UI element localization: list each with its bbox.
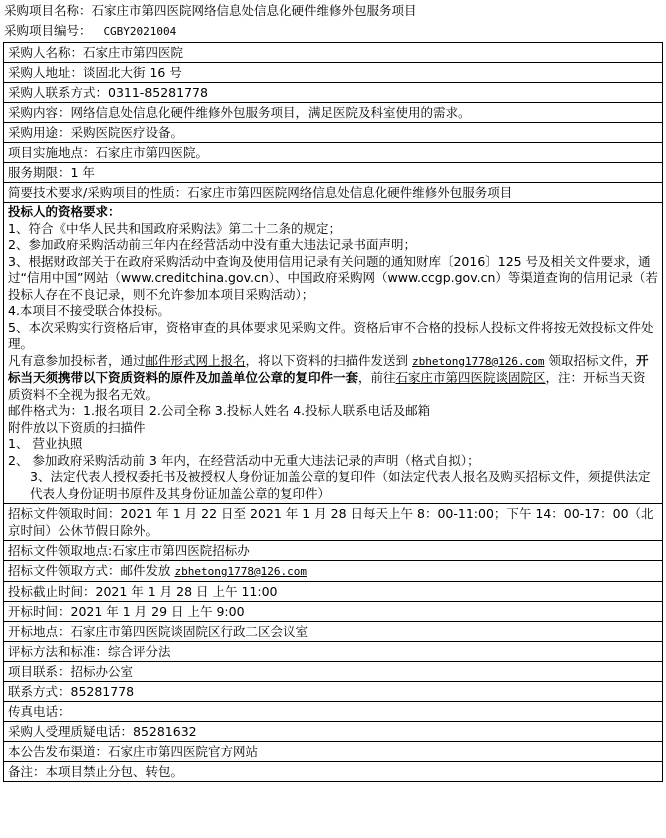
registration-bold-note: 开标当天须携带以下资质资料的原件及加盖单位公章的复印件一套 <box>8 352 649 385</box>
registration-text: ，注：开标当天资质资料不全视为报名无效。 <box>8 370 646 402</box>
technical-requirements: 简要技术要求/采购项目的性质：石家庄市第四医院网络信息处信息化硬件维修外包服务项目 <box>4 183 663 203</box>
project-contact: 项目联系：招标办公室 <box>4 662 663 682</box>
mail-format: 邮件格式为：1.报名项目 2.公司全称 3.投标人姓名 4.投标人联系电话及邮箱 <box>8 403 431 418</box>
registration-email-link[interactable]: zbhetong1778@126.com <box>412 354 545 368</box>
registration-text: ，前往 <box>358 370 396 385</box>
qualification-section <box>4 203 663 504</box>
project-number-value: CGBY2021004 <box>103 25 177 38</box>
attachment-item: 3、法定代表人授权委托书及被授权人身份证加盖公章的复印件（如法定代表人报名及购买招标文件，须提供法定代表人身份证明书原件及其身份证加盖公章的复印件） <box>30 469 651 501</box>
qualification-item: 2、参加政府采购活动前三年内在经营活动中没有重大违法记录书面声明； <box>8 237 416 252</box>
implementation-location: 项目实施地点：石家庄市第四医院。 <box>4 143 663 163</box>
remarks: 备注：本项目禁止分包、转包。 <box>4 762 663 782</box>
bid-opening-location: 开标地点：石家庄市第四医院谈固院区行政二区会议室 <box>4 622 663 642</box>
purchaser-contact: 采购人联系方式：0311-85281778 <box>4 83 663 103</box>
registration-location: 石家庄市第四医院谈固院区 <box>395 370 546 385</box>
project-name-line: 采购项目名称：石家庄市第四医院网络信息处信息化硬件维修外包服务项目 <box>4 3 417 18</box>
fetch-method-label: 招标文件领取方式：邮件发放 <box>8 563 175 578</box>
document-fetch-method <box>4 561 663 582</box>
registration-instructions <box>8 353 658 404</box>
qualification-title: 投标人的资格要求： <box>8 204 121 219</box>
evaluation-method: 评标方法和标准：综合评分法 <box>4 642 663 662</box>
inquiry-phone: 采购人受理质疑电话：85281632 <box>4 722 663 742</box>
attachment-item: 1、 营业执照 <box>8 436 83 451</box>
purchaser-address: 采购人地址：谈固北大街 16 号 <box>4 63 663 83</box>
fetch-method-email-link[interactable]: zbhetong1778@126.com <box>174 565 307 578</box>
qualification-item: 3、根据财政部关于在政府采购活动中查询及使用信用记录有关问题的通知财库〔2016〕125 号及相关文件要求，通过“信用中国”网站（www.creditchina.gov.cn）、中国政府采购网（www.ccgp.gov.cn）等渠道查询的信用记录（若投标人存在不良记录，则不允许参加本项目采购活动）； <box>8 253 658 302</box>
document-fetch-location: 招标文件领取地点:石家庄市第四医院招标办 <box>4 541 663 561</box>
attachments-title: 附件放以下资质的扫描件 <box>8 419 146 435</box>
registration-text: 凡有意参加投标者，通过 <box>8 352 146 368</box>
procurement-content: 采购内容：网络信息处信息化硬件维修外包服务项目，满足医院及科室使用的需求。 <box>4 103 663 123</box>
fax-phone: 传真电话： <box>4 702 663 722</box>
attachment-item: 2、 参加政府采购活动前 3 年内，在经营活动中无重大违法记录的声明（格式自拟）； <box>8 452 480 468</box>
project-number-label: 采购项目编号： <box>4 23 92 38</box>
procurement-purpose: 采购用途：采购医院医疗设备。 <box>4 123 663 143</box>
bid-opening-time: 开标时间：2021 年 1 月 29 日 上午 9:00 <box>4 602 663 622</box>
contact-phone: 联系方式：85281778 <box>4 682 663 702</box>
qualification-item: 4.本项目不接受联合体投标。 <box>8 303 170 318</box>
registration-method: 邮件形式网上报名 <box>145 352 246 368</box>
bid-deadline: 投标截止时间：2021 年 1 月 28 日 上午 11:00 <box>4 582 663 602</box>
publication-channel: 本公告发布渠道：石家庄市第四医院官方网站 <box>4 742 663 762</box>
purchaser-name: 采购人名称：石家庄市第四医院 <box>4 43 663 63</box>
service-period: 服务期限：1 年 <box>4 163 663 183</box>
project-number-line <box>4 22 176 41</box>
registration-text: ，将以下资料的扫描件发送到 <box>245 352 413 368</box>
registration-text: 领取招标文件， <box>544 352 636 368</box>
qualification-item: 5、本次采购实行资格后审，资格审查的具体要求见采购文件。资格后审不合格的投标人投标文件将按无效投标文件处理。 <box>8 319 654 351</box>
document-fetch-time: 招标文件领取时间：2021 年 1 月 22 日至 2021 年 1 月 28 日每天上午 8：00-11:00；下午 14：00-17：00（北京时间）公休节假日除外。 <box>4 504 663 541</box>
procurement-notice-table <box>3 42 663 782</box>
qualification-item: 1、符合《中华人民共和国政府采购法》第二十二条的规定； <box>8 220 341 236</box>
